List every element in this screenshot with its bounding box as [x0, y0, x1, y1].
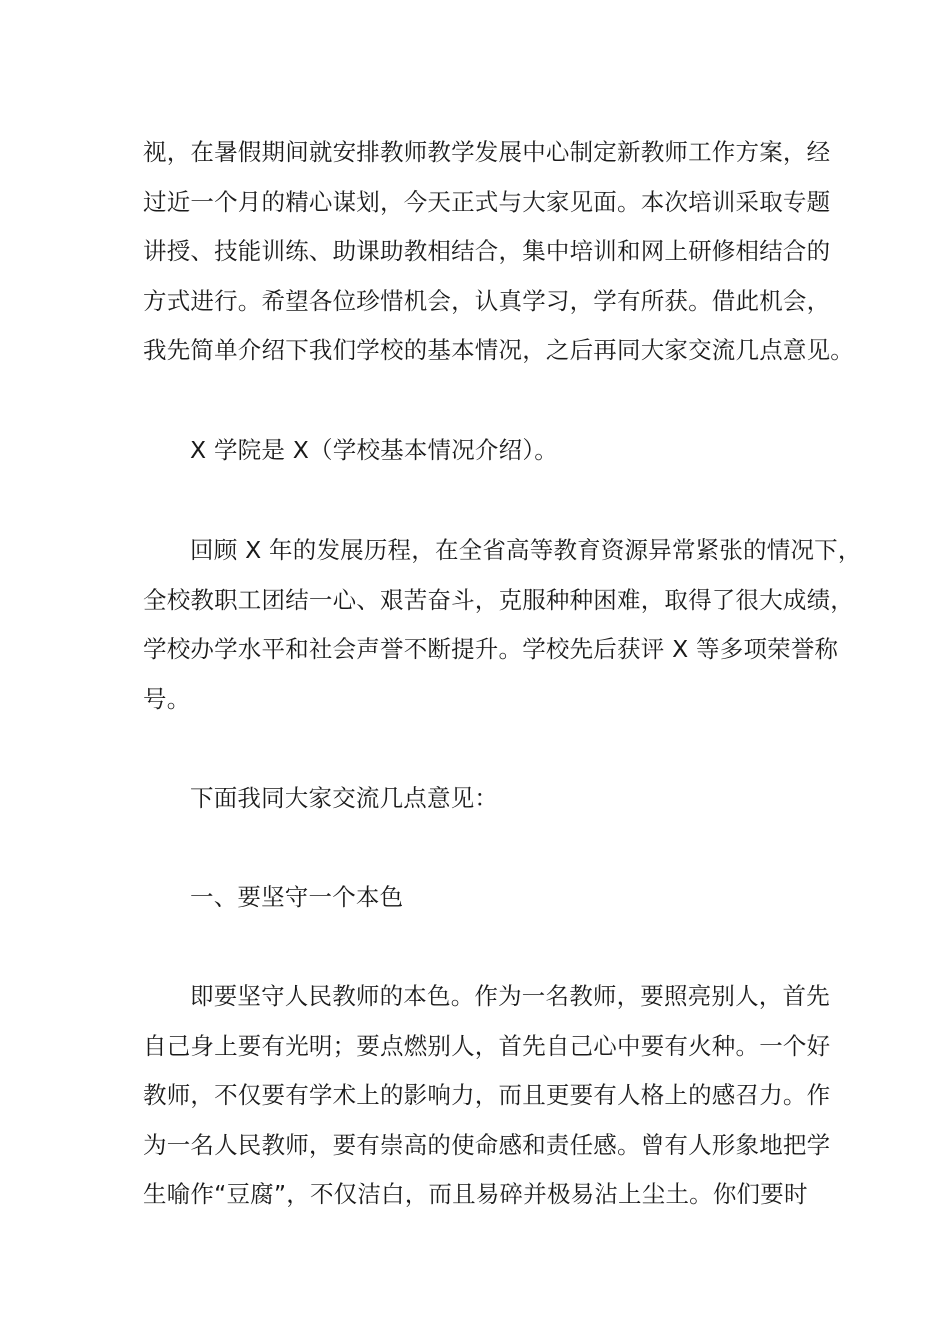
text-line: 学校办学水平和社会声誉不断提升。学校先后获评 X 等多项荣誉称: [143, 635, 839, 663]
text-line: 讲授、技能训练、助课助教相结合，集中培训和网上研修相结合的: [143, 237, 831, 265]
paragraph-section-one-body: [143, 972, 843, 1220]
section-heading-text: 一、要坚守一个本色: [190, 883, 404, 911]
section-heading-one: [143, 873, 843, 923]
text-line: 过近一个月的精心谋划，今天正式与大家见面。本次培训采取专题: [143, 187, 831, 216]
paragraph-school-intro: [143, 426, 843, 476]
text-line: X 学院是 X（学校基本情况介绍）。: [190, 436, 558, 464]
paragraph-opinions-lead: [143, 774, 843, 824]
text-line: 下面我同大家交流几点意见：: [190, 784, 499, 812]
text-line: 即要坚守人民教师的本色。作为一名教师，要照亮别人，首先: [190, 982, 830, 1010]
text-line: 视，在暑假期间就安排教师教学发展中心制定新教师工作方案，经: [143, 138, 831, 166]
text-line: 全校教职工团结一心、艰苦奋斗，克服种种困难，取得了很大成绩，: [143, 585, 854, 614]
text-line: 号。: [143, 684, 191, 713]
text-line: 为一名人民教师，要有崇高的使命感和责任感。曾有人形象地把学: [143, 1130, 831, 1159]
text-line: 我先简单介绍下我们学校的基本情况，之后再同大家交流几点意见。: [143, 336, 854, 364]
text-line: 方式进行。希望各位珍惜机会，认真学习，学有所获。借此机会，: [143, 286, 831, 315]
text-line: 生喻作“豆腐”，不仅洁白，而且易碎并极易沾上尘土。你们要时: [143, 1180, 808, 1208]
text-line: 自己身上要有光明；要点燃别人，首先自己心中要有火种。一个好: [143, 1031, 831, 1060]
paragraph-intro-continued: [143, 128, 854, 376]
text-line: 教师，不仅要有学术上的影响力，而且更要有人格上的感召力。作: [143, 1081, 831, 1109]
text-line: 回顾 X 年的发展历程，在全省高等教育资源异常紧张的情况下，: [190, 536, 862, 564]
paragraph-history-review: [143, 526, 862, 724]
